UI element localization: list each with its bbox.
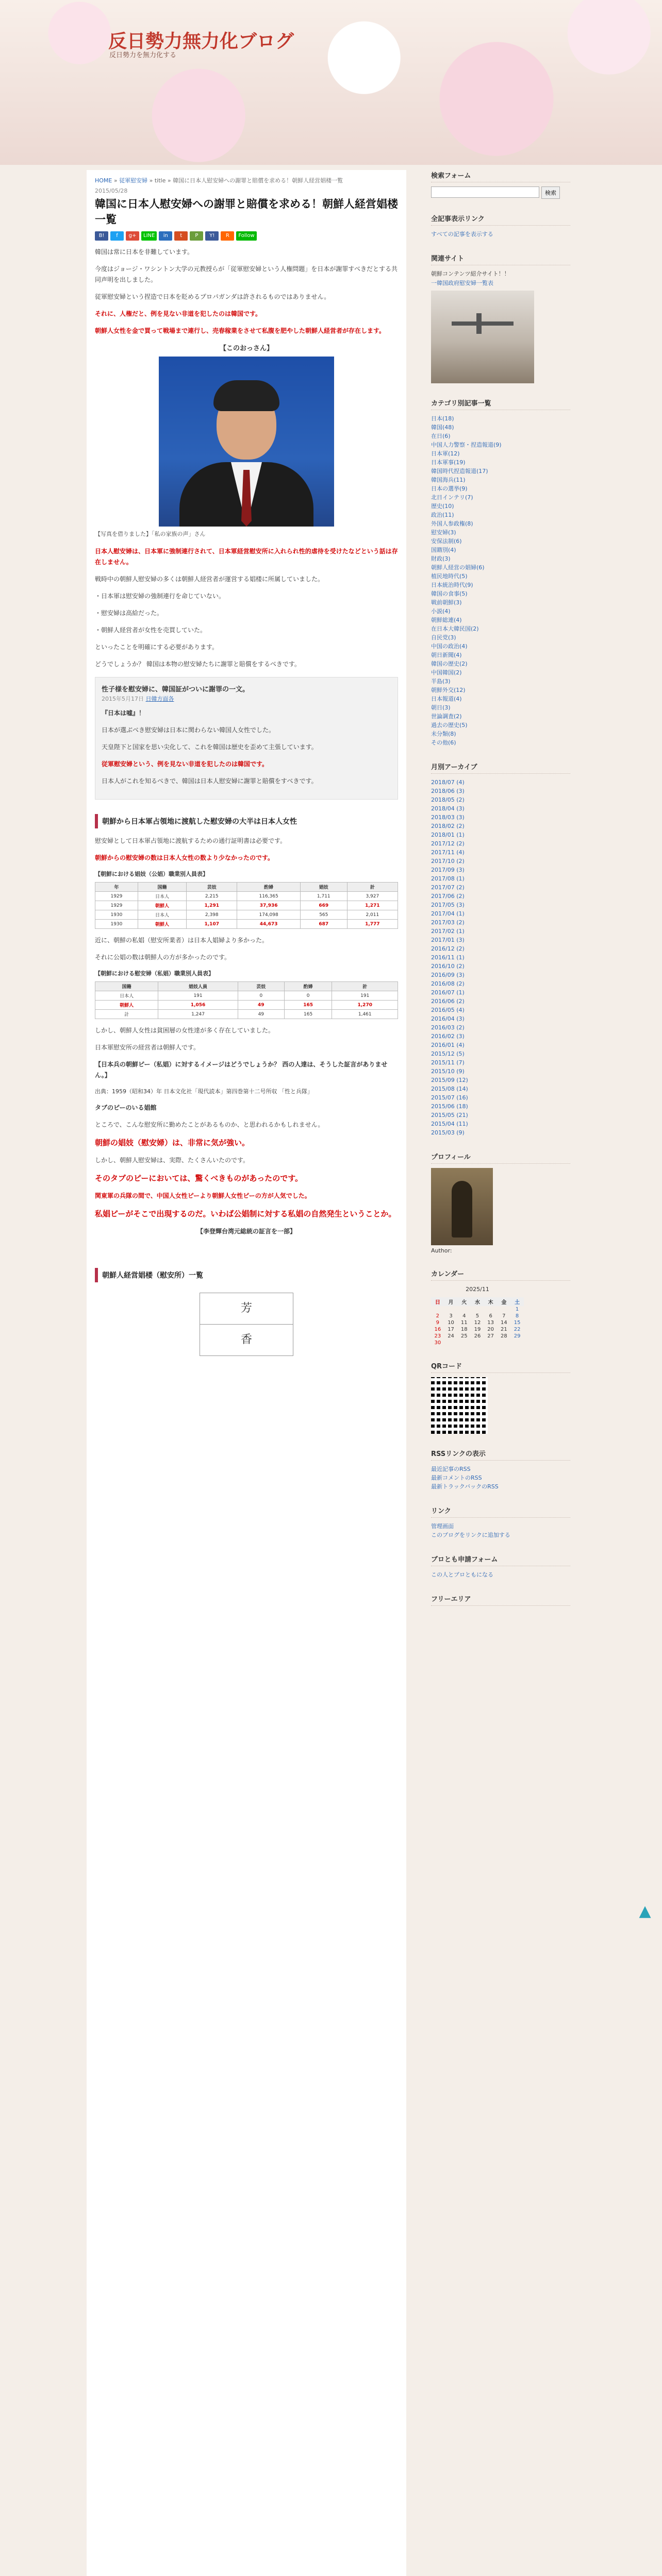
- category-item[interactable]: 朝日(3): [431, 704, 451, 711]
- category-item[interactable]: 慰安婦(3): [431, 529, 456, 536]
- widget-title: 検索フォーム: [431, 170, 570, 182]
- share-facebook-button[interactable]: f: [110, 231, 124, 241]
- calendar-day: 21: [501, 1327, 507, 1332]
- calendar-day: 20: [487, 1327, 494, 1332]
- archive-list: [431, 778, 570, 1137]
- share-rss-button[interactable]: R: [221, 231, 234, 241]
- archive-item[interactable]: 2015/11 (7): [431, 1059, 465, 1066]
- section-paragraph: しかし、朝鮮人慰安婦は、実際、たくさんいたのです。: [95, 1157, 250, 1164]
- archive-item[interactable]: 2018/03 (3): [431, 814, 465, 821]
- sub-heading: タブのピーのいる娼館: [95, 1104, 157, 1111]
- portrait-photo: [159, 357, 334, 527]
- category-item[interactable]: 韓国(48): [431, 424, 454, 431]
- calendar-day: 7: [502, 1313, 506, 1319]
- table-title: 【朝鮮における娼妓（公娼）職業別人員表】: [95, 871, 208, 877]
- post-paragraph: ・慰安婦は高給だった。: [95, 609, 163, 617]
- calendar-day: [498, 1306, 511, 1313]
- widget-title: カテゴリ別記事一覧: [431, 398, 570, 410]
- post-paragraph: といったことを明確にする必要があります。: [95, 643, 219, 651]
- widget-title: カレンダー: [431, 1268, 570, 1281]
- red-block: 関東軍の兵隊の間で、中国人女性ピーより朝鮮人女性ピーの方が人気でした。: [95, 1192, 311, 1199]
- rss-link[interactable]: 最新コメントのRSS: [431, 1475, 482, 1481]
- breadcrumb-title-label: title: [154, 177, 166, 184]
- calendar-day: 4: [462, 1313, 466, 1319]
- calendar-day: 15: [514, 1320, 521, 1326]
- table-row: 1930 朝鮮人 1,107 44,673 687 1,777: [95, 920, 398, 929]
- quoted-paragraph: 日本が選ぶべき慰安婦は日本に関わらない韓国人女性でした。: [102, 726, 275, 734]
- quoted-paragraph: 天皇陛下と国家を思い尖化して、これを韓国は歴史を歪めて主張しています。: [102, 743, 318, 751]
- section-heading: 朝鮮から日本軍占領地に渡航した慰安婦の大半は日本人女性: [95, 814, 398, 828]
- quoted-highlight: 従軍慰安婦という、例を見ない非道を犯したのは韓国です。: [102, 760, 269, 768]
- calendar-day: 10: [448, 1320, 454, 1326]
- calendar-day: 5: [475, 1313, 479, 1319]
- archive-item[interactable]: 2017/05 (3): [431, 902, 465, 908]
- red-block: 私娼ピーがそこで出現するのだ。いわば公娼制に対する私娼の自然発生ということか。: [95, 1209, 396, 1218]
- table-row: 日本人 191 0 0 191: [95, 991, 398, 1001]
- calendar-weekday: 日: [431, 1297, 444, 1306]
- category-item[interactable]: 外国人参政権(8): [431, 520, 473, 527]
- quoted-paragraph: 日本人がこれを知るべきで、韓国は日本人慰安婦に謝罪と賠償をすべきです。: [102, 777, 318, 785]
- calendar-day: 30: [434, 1340, 441, 1346]
- archive-item[interactable]: 2017/11 (4): [431, 849, 465, 856]
- search-input[interactable]: [431, 187, 539, 198]
- category-item[interactable]: 韓国時代捏造報道(17): [431, 468, 488, 474]
- free-widget: [431, 1594, 570, 1606]
- calendar-day: 27: [487, 1333, 494, 1339]
- archive-item[interactable]: 2016/05 (4): [431, 1007, 465, 1013]
- calendar-day: 2: [436, 1313, 440, 1319]
- calendar-day: [444, 1340, 458, 1346]
- calendar-day: 19: [474, 1327, 481, 1332]
- table-title: 【朝鮮における慰安婦（私娼）職業別人員表】: [95, 970, 214, 977]
- category-item[interactable]: 中国人力警察・捏造報道(9): [431, 442, 502, 448]
- archive-item[interactable]: 2015/03 (9): [431, 1129, 465, 1136]
- widget-title: QRコード: [431, 1361, 570, 1373]
- category-item[interactable]: 国籍別(4): [431, 547, 456, 553]
- archive-item[interactable]: 2018/01 (1): [431, 832, 465, 838]
- archive-item[interactable]: 2017/07 (2): [431, 884, 465, 891]
- archive-item[interactable]: 2018/02 (2): [431, 823, 465, 829]
- quoted-link[interactable]: 日韓方面各: [145, 696, 174, 702]
- related-banner-image[interactable]: [431, 291, 534, 383]
- widget-title: RSSリンクの表示: [431, 1448, 570, 1461]
- category-item[interactable]: 日本統治時代(9): [431, 582, 473, 588]
- calendar-day: [457, 1340, 471, 1346]
- bottom-table-cell: 芳: [200, 1293, 293, 1325]
- calendar-day: 26: [474, 1333, 481, 1339]
- share-hatena-button[interactable]: B!: [95, 231, 108, 241]
- category-item[interactable]: 財政(3): [431, 555, 451, 562]
- category-item[interactable]: 小説(4): [431, 608, 451, 615]
- calendar-day: 24: [448, 1333, 454, 1339]
- archive-item[interactable]: 2017/02 (1): [431, 928, 465, 935]
- all-entries-widget: [431, 213, 570, 239]
- category-item[interactable]: 未分類(8): [431, 731, 456, 737]
- post-paragraph: どうでしょうか？ 韓国は本物の慰安婦たちに謝罪と賠償をするべきです。: [95, 660, 301, 668]
- section-paragraph: 慰安婦として日本軍占領地に渡航するための通行証明書は必要です。: [95, 837, 287, 844]
- table-row: 1929 日本人 2,215 116,365 1,711 3,927: [95, 892, 398, 901]
- bottom-table-cell: 香: [240, 1333, 252, 1346]
- table-header: 酌婦: [237, 883, 301, 892]
- quoted-title: 性子様を慰安婦に、韓国証がついに謝罪の一文。: [102, 686, 250, 693]
- category-widget: [431, 398, 570, 747]
- archive-item[interactable]: 2015/04 (11): [431, 1121, 468, 1127]
- post-paragraph: ・日本軍は慰安婦の強制連行を命じていない。: [95, 592, 225, 600]
- red-block: そのタブのピーにおいては、驚くべきものがあったのです。: [95, 1174, 303, 1183]
- search-widget: [431, 170, 570, 199]
- table-header: 芸妓: [187, 883, 237, 892]
- calendar-day: 9: [436, 1320, 440, 1326]
- post-paragraph: 韓国は常に日本を非難しています。: [95, 248, 194, 256]
- widget-title: プロフィール: [431, 1151, 570, 1164]
- statistics-table-2: 国籍 娼妓人員 芸妓 酌婦 計 日本人 191 0 0 191 朝鮮人 1,056 49 165 1,270 計 1,247 49 165 1,461: [95, 981, 398, 1019]
- category-item[interactable]: 朝鮮外交(12): [431, 687, 466, 693]
- breadcrumb: HOME » 従軍慰安婦 » title » 韓国に日本人慰安婦への謝罪と賠償を求める！朝鮮人経営娼楼一覧: [95, 177, 343, 184]
- share-linkedin-button[interactable]: in: [159, 231, 172, 241]
- archive-item[interactable]: 2017/06 (2): [431, 893, 465, 900]
- profile-author: Author:: [431, 1247, 452, 1254]
- category-item[interactable]: 歴史(10): [431, 503, 454, 510]
- related-widget: [431, 253, 570, 383]
- highlight-text: それに、人権だと、例を見ない非道を犯したのは韓国です。: [95, 310, 262, 317]
- post-title: 韓国に日本人慰安婦への謝罪と賠償を求める！朝鮮人経営娼楼一覧: [95, 197, 398, 226]
- calendar-day: 23: [434, 1333, 441, 1339]
- archive-item[interactable]: 2015/05 (21): [431, 1112, 468, 1118]
- share-pocket-button[interactable]: P: [190, 231, 203, 241]
- category-item[interactable]: 中国韓国(2): [431, 669, 462, 676]
- caption-2: 【李登輝台湾元総統の証言を一部】: [196, 1228, 296, 1235]
- archive-item[interactable]: 2018/05 (2): [431, 796, 465, 803]
- calendar-day: [431, 1306, 444, 1313]
- calendar-day: [471, 1306, 484, 1313]
- highlight-text: 朝鮮人女性を金で買って戦場まで連行し、売春稼業をさせて私腹を肥やした朝鮮人経営者が存在します。: [95, 327, 386, 334]
- link-item[interactable]: このブログをリンクに追加する: [431, 1532, 510, 1538]
- archive-item[interactable]: 2016/08 (2): [431, 980, 465, 987]
- profile-image: [431, 1168, 493, 1245]
- archive-item[interactable]: 2017/10 (2): [431, 858, 465, 865]
- widget-title: 関連サイト: [431, 253, 570, 265]
- share-buttons: [95, 231, 398, 241]
- archive-item[interactable]: 2017/12 (2): [431, 840, 465, 847]
- calendar-day: 13: [487, 1320, 494, 1326]
- archive-item[interactable]: 2016/01 (4): [431, 1042, 465, 1048]
- post-paragraph: 日本人慰安婦は、日本軍に強制連行されて、日本軍経営慰安所に入れられ性的虐待を受けたなどという話は存在しません。: [95, 548, 398, 566]
- post-paragraph: 今度はジョージ・ワシントン大学の元教授らが「従軍慰安婦という人権問題」を日本が謝罪すべきだとする共同声明を出しました。: [95, 265, 398, 283]
- archive-item[interactable]: 2018/06 (3): [431, 788, 465, 794]
- category-item[interactable]: 世論調査(2): [431, 713, 462, 720]
- table-row: 朝鮮人 1,056 49 165 1,270: [95, 1001, 398, 1010]
- category-item[interactable]: 韓国海兵(11): [431, 477, 466, 483]
- sidebar: [431, 170, 570, 2576]
- section-paragraph: それに公娼の数は朝鮮人の方が多かったのです。: [95, 954, 231, 961]
- category-item[interactable]: 北日インテリ(7): [431, 494, 473, 501]
- category-item[interactable]: 在日(6): [431, 433, 451, 439]
- calendar-day: 22: [514, 1327, 521, 1332]
- category-item[interactable]: 朝鮮人経営の娼婦(6): [431, 564, 485, 571]
- archive-item[interactable]: 2018/04 (3): [431, 805, 465, 812]
- widget-title: リンク: [431, 1505, 570, 1518]
- source-text: 出典：1959（昭和34）年 日本文化社「現代読本」第四巻第十二号所収 「性と兵隊」: [95, 1088, 313, 1095]
- post-date: 2015/05/28: [95, 188, 128, 194]
- calendar-day: 17: [448, 1327, 454, 1332]
- category-item[interactable]: 自民党(3): [431, 634, 456, 641]
- archive-item[interactable]: 2016/02 (3): [431, 1033, 465, 1040]
- post-paragraph: ・朝鮮人経営者が女性を売買していた。: [95, 626, 207, 634]
- page-top-button[interactable]: ▲: [639, 1902, 651, 1920]
- category-item[interactable]: 政治(11): [431, 512, 454, 518]
- category-item[interactable]: その他(6): [431, 739, 456, 746]
- calendar-day: 28: [501, 1333, 507, 1339]
- category-item[interactable]: 朝日新聞(4): [431, 652, 462, 658]
- section-paragraph: 朝鮮からの慰安婦の数は日本人女性の数より少なかったのです。: [95, 854, 274, 861]
- calendar-day: [484, 1340, 498, 1346]
- share-yahoo-button[interactable]: Y!: [205, 231, 219, 241]
- all-entries-link[interactable]: すべての記事を表示する: [431, 231, 493, 238]
- bottom-table: [200, 1293, 293, 1356]
- archive-item[interactable]: 2016/06 (2): [431, 998, 465, 1005]
- archive-item[interactable]: 2016/03 (2): [431, 1024, 465, 1031]
- calendar-day: 11: [460, 1320, 468, 1326]
- source-title: 【日本兵の朝鮮ピー（私娼）に対するイメージはどうでしょうか？ 西の人達は、そうした証言がありません。】: [95, 1061, 388, 1079]
- calendar-day: 18: [460, 1327, 468, 1332]
- calendar-day: [471, 1340, 484, 1346]
- archive-item[interactable]: 2015/07 (16): [431, 1094, 468, 1101]
- widget-title: フリーエリア: [431, 1594, 570, 1606]
- category-item[interactable]: 安保法制(6): [431, 538, 462, 545]
- related-link[interactable]: 一韓国政府慰安婦一覧表: [431, 280, 493, 286]
- photo-title: 【このおっさん】: [219, 345, 273, 352]
- calendar-day: 6: [489, 1313, 492, 1319]
- archive-item[interactable]: 2016/04 (3): [431, 1015, 465, 1022]
- mail-link[interactable]: この人とブロともになる: [431, 1571, 493, 1578]
- archive-item[interactable]: 2016/12 (2): [431, 945, 465, 952]
- calendar-day: [444, 1306, 458, 1313]
- related-text: 朝鮮コンテンツ紹介サイト！！: [431, 270, 510, 277]
- section-paragraph: しかし、朝鮮人女性は貧困層の女性達が多く存在していました。: [95, 1027, 275, 1034]
- widget-title: 月別アーカイブ: [431, 761, 570, 774]
- section-paragraph: ところで、こんな慰安所に勤めたことがあるものか、と思われるかもしれません。: [95, 1121, 324, 1128]
- archive-item[interactable]: 2015/12 (5): [431, 1050, 465, 1057]
- rss-link[interactable]: 最近記事のRSS: [431, 1466, 471, 1472]
- table-header: 年: [95, 883, 138, 892]
- category-item[interactable]: 植民地時代(5): [431, 573, 468, 580]
- mail-widget: [431, 1554, 570, 1579]
- category-item[interactable]: 戦前朝鮮(3): [431, 599, 462, 606]
- link-item[interactable]: 管理画面: [431, 1523, 454, 1530]
- red-block: 朝鮮の娼妓（慰安婦）は、非常に気が強い。: [95, 1138, 250, 1147]
- rss-widget: [431, 1448, 570, 1491]
- calendar-day: [510, 1340, 524, 1346]
- quoted-date: 2015年5月17日: [102, 696, 144, 702]
- archive-item[interactable]: 2016/10 (2): [431, 963, 465, 970]
- statistics-table: [95, 882, 398, 929]
- quoted-meta: [102, 694, 391, 703]
- category-item[interactable]: 中国の政治(4): [431, 643, 468, 650]
- calendar-month: 2025/11: [466, 1286, 489, 1293]
- main-content: [87, 170, 406, 2576]
- archive-item[interactable]: 2015/06 (18): [431, 1103, 468, 1110]
- category-item[interactable]: 韓国の食事(5): [431, 590, 468, 597]
- category-item[interactable]: 朝鮮総連(4): [431, 617, 462, 623]
- table-header: 計: [347, 883, 398, 892]
- calendar-weekday: 土: [510, 1297, 524, 1306]
- follow-button[interactable]: Follow: [236, 231, 256, 241]
- section-paragraph: 日本軍慰安所の経営者は朝鮮人です。: [95, 1044, 200, 1051]
- widget-title: ブロとも申請フォーム: [431, 1554, 570, 1566]
- site-description: 反日勢力を無力化する: [109, 52, 177, 59]
- post-paragraph: 従軍慰安婦という捏造で日本を貶めるプロパガンダは許されるものではありません。: [95, 293, 330, 300]
- category-item[interactable]: 日本(18): [431, 415, 454, 422]
- archive-widget: [431, 761, 570, 1137]
- archive-item[interactable]: 2016/07 (1): [431, 989, 465, 996]
- category-item[interactable]: 韓国の歴史(2): [431, 660, 468, 667]
- category-item[interactable]: 日本報道(4): [431, 696, 462, 702]
- calendar-day: [498, 1340, 511, 1346]
- calendar-widget: [431, 1268, 570, 1346]
- table-header: 国籍: [138, 883, 186, 892]
- search-button[interactable]: 検索: [541, 187, 560, 199]
- calendar-day: 1: [515, 1307, 519, 1312]
- calendar-day: 25: [460, 1333, 468, 1339]
- calendar-day: 16: [434, 1327, 441, 1332]
- breadcrumb-current: 韓国に日本人慰安婦への謝罪と賠償を求める！朝鮮人経営娼楼一覧: [173, 177, 343, 184]
- qr-widget: [431, 1361, 570, 1434]
- post-paragraph: 戦時中の朝鮮人慰安婦の多くは朝鮮人経営者が運営する娼楼に所属していました。: [95, 575, 324, 583]
- share-tumblr-button[interactable]: t: [174, 231, 188, 241]
- calendar-weekday: 月: [444, 1297, 458, 1306]
- archive-item[interactable]: 2018/07 (4): [431, 779, 465, 786]
- link-widget: [431, 1505, 570, 1539]
- archive-item[interactable]: 2017/01 (3): [431, 937, 465, 943]
- share-google-button[interactable]: g+: [126, 231, 139, 241]
- widget-title: 全記事表示リンク: [431, 213, 570, 226]
- quoted-article: [95, 677, 398, 800]
- share-line-button[interactable]: LINE: [141, 231, 157, 241]
- archive-item[interactable]: 2016/09 (3): [431, 972, 465, 978]
- calendar-day: [457, 1306, 471, 1313]
- calendar-day: 14: [501, 1320, 507, 1326]
- rss-link[interactable]: 最新トラックバックのRSS: [431, 1483, 499, 1490]
- archive-item[interactable]: 2017/04 (1): [431, 910, 465, 917]
- calendar-weekday: 木: [484, 1297, 498, 1306]
- calendar-day: [484, 1306, 498, 1313]
- archive-item[interactable]: 2017/08 (1): [431, 875, 465, 882]
- archive-item[interactable]: 2017/09 (3): [431, 867, 465, 873]
- table-row: 1930 日本人 2,398 174,098 565 2,011: [95, 910, 398, 920]
- site-header: [0, 0, 662, 165]
- calendar-table: [431, 1297, 524, 1346]
- breadcrumb-home[interactable]: HOME: [95, 177, 112, 184]
- table-row: 1929 朝鮮人 1,291 37,936 669 1,271: [95, 901, 398, 910]
- calendar-day: 12: [474, 1320, 481, 1326]
- section-paragraph: 近に、朝鮮の私娼（慰安所業者）は日本人娼婦より多かった。: [95, 937, 269, 944]
- calendar-day: 3: [449, 1313, 453, 1319]
- table-header: 娼妓: [300, 883, 347, 892]
- category-item[interactable]: 日本の選挙(9): [431, 485, 468, 492]
- archive-item[interactable]: 2015/09 (12): [431, 1077, 468, 1083]
- archive-item[interactable]: 2016/11 (1): [431, 954, 465, 961]
- qr-code-image: [431, 1377, 488, 1434]
- calendar-weekday: 火: [457, 1297, 471, 1306]
- category-item[interactable]: 半島(3): [431, 678, 451, 685]
- category-item[interactable]: 在日本大韓民国(2): [431, 625, 479, 632]
- category-list: [431, 414, 570, 747]
- photo-caption: 【写真を借りました】「私の家族の声」さん: [95, 531, 206, 537]
- site-title[interactable]: 反日勢力無力化ブログ: [108, 30, 294, 52]
- archive-item[interactable]: 2017/03 (2): [431, 919, 465, 926]
- archive-item[interactable]: 2015/08 (14): [431, 1086, 468, 1092]
- calendar-weekday: 金: [498, 1297, 511, 1306]
- section-heading: 朝鮮人経営娼楼（慰安所）一覧: [95, 1268, 398, 1282]
- archive-item[interactable]: 2015/10 (9): [431, 1068, 465, 1075]
- calendar-weekday: 水: [471, 1297, 484, 1306]
- category-item[interactable]: 過去の歴史(5): [431, 722, 468, 728]
- calendar-day: 8: [515, 1313, 519, 1319]
- category-item[interactable]: 日本軍事(19): [431, 459, 466, 466]
- quoted-paragraph: 『日本は嘘』！: [102, 709, 145, 717]
- calendar-day: 29: [514, 1333, 521, 1339]
- breadcrumb-category[interactable]: 従軍慰安婦: [119, 177, 148, 184]
- category-item[interactable]: 日本軍(12): [431, 450, 460, 457]
- table-row: 計 1,247 49 165 1,461: [95, 1010, 398, 1019]
- profile-widget: [431, 1151, 570, 1254]
